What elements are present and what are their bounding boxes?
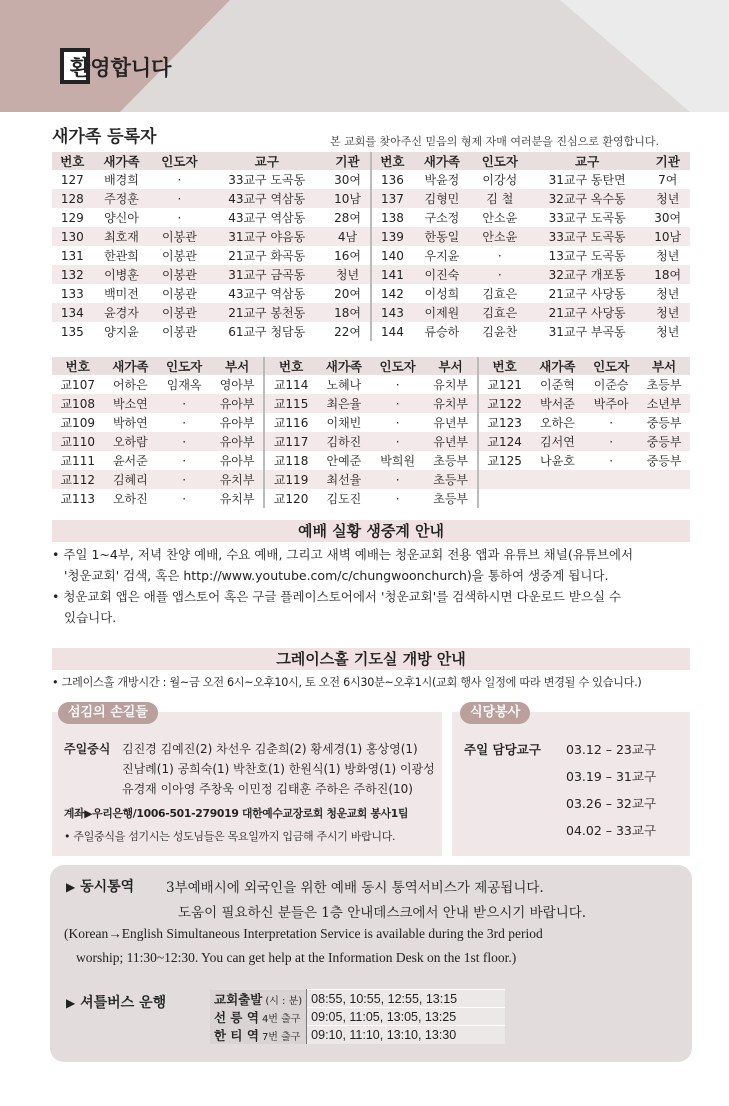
table-cell: 유치부 — [211, 470, 264, 489]
table-cell: 초등부 — [638, 375, 690, 394]
col-header: 새가족 — [413, 152, 471, 170]
table-cell: 유아부 — [211, 451, 264, 470]
table-cell: 교112 — [52, 470, 103, 489]
col-header: 교구 — [529, 152, 646, 170]
table-cell: 유치부 — [425, 394, 478, 413]
table-cell: 137 — [371, 189, 413, 208]
col-header: 번호 — [478, 357, 531, 375]
table-cell: 교113 — [52, 489, 103, 508]
table-row — [52, 451, 690, 470]
table-cell: 141 — [371, 265, 413, 284]
table-cell: · — [157, 489, 211, 508]
table-cell — [478, 470, 531, 489]
table-cell: 나윤호 — [531, 451, 585, 470]
table-cell: 안소윤 — [471, 227, 529, 246]
broadcast-line: • 청운교회 앱은 애플 앱스토어 혹은 구글 플레이스토어에서 '청운교회'를 검색하시면 다운로드 받으실 수 — [52, 589, 622, 604]
table-cell: 31교구 야음동 — [208, 227, 325, 246]
triangle-right-icon: ▶ — [66, 996, 76, 1010]
col-header: 번호 — [52, 152, 93, 170]
table-cell: 교114 — [264, 375, 317, 394]
table-cell: 143 — [371, 303, 413, 322]
table-cell: 김 철 — [471, 189, 529, 208]
table-cell: · — [371, 375, 425, 394]
table-cell — [584, 470, 638, 489]
table-cell: · — [150, 208, 208, 227]
interpretation-line: 3부예배시에 외국인을 위한 예배 동시 통역서비스가 제공됩니다. — [166, 880, 544, 896]
table-cell: 노혜나 — [317, 375, 371, 394]
table-cell: 43교구 역삼동 — [208, 284, 325, 303]
table-cell: 양신아 — [93, 208, 151, 227]
table-cell: 129 — [52, 208, 93, 227]
table-cell: 16여 — [325, 246, 371, 265]
table-cell: 33교구 도곡동 — [529, 208, 646, 227]
table-cell: 청년 — [645, 246, 690, 265]
table-cell: 유년부 — [425, 432, 478, 451]
table-cell: · — [150, 189, 208, 208]
interpretation-label-text: 동시통역 — [80, 879, 135, 895]
col-header: 인도자 — [584, 357, 638, 375]
table-cell: 이준혁 — [531, 375, 585, 394]
table-cell: 이성희 — [413, 284, 471, 303]
table-cell: 139 — [371, 227, 413, 246]
table-row — [52, 394, 690, 413]
table-cell: · — [150, 170, 208, 189]
table-cell: 교109 — [52, 413, 103, 432]
table-cell: 이봉관 — [150, 284, 208, 303]
table-cell: 교110 — [52, 432, 103, 451]
table-cell: · — [471, 265, 529, 284]
table-cell: · — [157, 451, 211, 470]
table-cell — [638, 470, 690, 489]
table-cell: · — [471, 246, 529, 265]
table-cell: 이진숙 — [413, 265, 471, 284]
table-cell: 이제원 — [413, 303, 471, 322]
shuttle-row — [210, 990, 505, 1008]
table-cell: 중등부 — [638, 451, 690, 470]
table-cell: 교122 — [478, 394, 531, 413]
triangle-right-icon: ▶ — [66, 880, 76, 894]
interpretation-line: (Korean→English Simultaneous Interpretation Service is available during the 3rd period — [64, 926, 543, 941]
table-cell: 교111 — [52, 451, 103, 470]
table-cell: 131 — [52, 246, 93, 265]
offering-note: • 주일중식을 섬기시는 성도님들은 목요일까지 입금해 주시기 바랍니다. — [64, 830, 396, 843]
offering-label: 주일중식 — [64, 742, 111, 756]
table-row — [52, 432, 690, 451]
col-header: 부서 — [211, 357, 264, 375]
shuttle-stop-sub: 7번 출구 — [261, 1031, 301, 1043]
table-cell: 김서연 — [531, 432, 585, 451]
grace-hall-title: 그레이스홀 기도실 개방 안내 — [52, 648, 690, 670]
table-cell: 김형민 — [413, 189, 471, 208]
shuttle-label — [66, 992, 166, 1012]
table-cell: 교116 — [264, 413, 317, 432]
table-cell: 교121 — [478, 375, 531, 394]
shuttle-stop — [210, 990, 307, 1008]
table-cell: 오하진 — [103, 489, 157, 508]
table-cell: 청년 — [645, 284, 690, 303]
table-cell: 오하은 — [531, 413, 585, 432]
table-cell: 31교구 동탄면 — [529, 170, 646, 189]
table-cell: · — [157, 432, 211, 451]
table-cell: 130 — [52, 227, 93, 246]
shuttle-stop-sub: 4번 출구 — [261, 1013, 301, 1025]
offering-names: 김진경 김예진(2) 차선우 김춘희(2) 황세경(1) 홍상영(1) — [122, 742, 418, 756]
table-row — [52, 284, 690, 303]
table-cell: 최은율 — [317, 394, 371, 413]
table-cell — [531, 470, 585, 489]
shuttle-table — [210, 989, 505, 1044]
kitchen-schedule: 03.12 – 23교구 — [566, 742, 657, 757]
school-registration-table — [52, 357, 690, 508]
table-cell: · — [157, 394, 211, 413]
table-cell: · — [371, 432, 425, 451]
table-row — [52, 413, 690, 432]
adult-registration-table — [52, 152, 690, 341]
table-cell: 10남 — [645, 227, 690, 246]
table-cell: 33교구 도곡동 — [529, 227, 646, 246]
table-cell: 이봉관 — [150, 227, 208, 246]
table-cell: 134 — [52, 303, 93, 322]
table-cell: 박희원 — [371, 451, 425, 470]
table-row — [52, 246, 690, 265]
registration-subtitle: 본 교회를 찾아주신 믿음의 형제 자매 여러분을 진심으로 환영합니다. — [330, 135, 659, 148]
table-cell: 청년 — [645, 303, 690, 322]
table-cell: 김효은 — [471, 303, 529, 322]
col-header: 부서 — [638, 357, 690, 375]
table-cell: 33교구 도곡동 — [208, 170, 325, 189]
col-header: 인도자 — [157, 357, 211, 375]
table-cell: 21교구 봉천동 — [208, 303, 325, 322]
table-cell: 유아부 — [211, 413, 264, 432]
table-cell: 142 — [371, 284, 413, 303]
table-cell: 22여 — [325, 322, 371, 341]
table-cell: 4남 — [325, 227, 371, 246]
table-cell: 유아부 — [211, 394, 264, 413]
kitchen-schedule: 03.26 – 32교구 — [566, 796, 657, 811]
table-cell: 교123 — [478, 413, 531, 432]
kitchen-schedule: 03.19 – 31교구 — [566, 769, 657, 784]
table-cell: 128 — [52, 189, 93, 208]
table-cell: 135 — [52, 322, 93, 341]
shuttle-stop-name: 한 티 역 — [214, 1027, 259, 1043]
col-header: 인도자 — [150, 152, 208, 170]
shuttle-stop-name: 교회출발 — [214, 991, 263, 1007]
broadcast-line: '청운교회' 검색, 혹은 http://www.youtube.com/c/chungwoonchurch)을 통하여 생중계 됩니다. — [64, 568, 609, 583]
table-cell: 윤서준 — [103, 451, 157, 470]
table-cell: · — [584, 451, 638, 470]
table-cell: · — [157, 413, 211, 432]
table-cell: 박윤정 — [413, 170, 471, 189]
table-cell: 21교구 사당동 — [529, 303, 646, 322]
col-header: 새가족 — [531, 357, 585, 375]
table-cell: 안예준 — [317, 451, 371, 470]
table-row — [52, 322, 690, 341]
table-cell: 43교구 역삼동 — [208, 208, 325, 227]
table-cell: 중등부 — [638, 432, 690, 451]
table-cell: 김하진 — [317, 432, 371, 451]
interpretation-line: 도움이 필요하신 분들은 1층 안내데스크에서 안내 받으시기 바랍니다. — [178, 905, 587, 921]
table-cell — [638, 489, 690, 508]
table-cell: 어하은 — [103, 375, 157, 394]
table-row — [52, 189, 690, 208]
table-cell: 133 — [52, 284, 93, 303]
table-cell: 김효은 — [471, 284, 529, 303]
table-cell: 안소윤 — [471, 208, 529, 227]
table-cell: 13교구 도곡동 — [529, 246, 646, 265]
col-header: 새가족 — [93, 152, 151, 170]
table-cell: 이봉관 — [150, 303, 208, 322]
table-cell: 유치부 — [211, 489, 264, 508]
table-cell: · — [371, 394, 425, 413]
table-cell: 18여 — [645, 265, 690, 284]
table-cell: 43교구 역삼동 — [208, 189, 325, 208]
col-header: 부서 — [425, 357, 478, 375]
table-row — [52, 375, 690, 394]
shuttle-row — [210, 1008, 505, 1026]
table-cell: · — [157, 470, 211, 489]
registration-title: 새가족 등록자 — [52, 127, 157, 147]
table-cell: 김혜리 — [103, 470, 157, 489]
table-cell: 30여 — [645, 208, 690, 227]
page-title: 환영합니다 — [70, 56, 172, 80]
table-cell: 21교구 화곡동 — [208, 246, 325, 265]
table-cell: · — [371, 413, 425, 432]
offering-pill: 섬김의 손길들 — [58, 702, 158, 724]
kitchen-label: 주일 담당교구 — [464, 742, 541, 757]
table-cell: 교107 — [52, 375, 103, 394]
col-header: 인도자 — [371, 357, 425, 375]
table-cell: 이병훈 — [93, 265, 151, 284]
shuttle-stop-sub: (시 : 분) — [265, 995, 303, 1007]
table-cell — [478, 489, 531, 508]
table-cell: 10남 — [325, 189, 371, 208]
table-row — [52, 227, 690, 246]
shuttle-times: 08:55, 10:55, 12:55, 13:15 — [307, 990, 506, 1008]
col-header: 기관 — [645, 152, 690, 170]
table-cell: 교108 — [52, 394, 103, 413]
table-cell: · — [371, 489, 425, 508]
table-cell: 18여 — [325, 303, 371, 322]
table-cell: 배경희 — [93, 170, 151, 189]
table-cell: 21교구 사당동 — [529, 284, 646, 303]
table-cell: 우지윤 — [413, 246, 471, 265]
table-cell: 136 — [371, 170, 413, 189]
table-cell: 교124 — [478, 432, 531, 451]
table-cell: 영아부 — [211, 375, 264, 394]
table-cell: 소년부 — [638, 394, 690, 413]
table-cell: 박주아 — [584, 394, 638, 413]
table-cell: · — [584, 413, 638, 432]
broadcast-line: • 주일 1~4부, 저녁 찬양 예배, 수요 예배, 그리고 새벽 예배는 청운교회 전용 앱과 유튜브 채널(유튜브에서 — [52, 547, 634, 562]
offering-names: 유경재 이아영 주창욱 이민정 김태훈 주하은 주하진(10) — [122, 782, 413, 796]
table-cell: 오하람 — [103, 432, 157, 451]
table-cell: 김윤찬 — [471, 322, 529, 341]
table-cell: 청년 — [645, 189, 690, 208]
table-cell: 138 — [371, 208, 413, 227]
kitchen-schedule: 04.02 – 33교구 — [566, 823, 657, 838]
table-cell: 교115 — [264, 394, 317, 413]
kitchen-pill: 식당봉사 — [460, 702, 530, 724]
table-cell: 32교구 개포동 — [529, 265, 646, 284]
table-cell: 한동일 — [413, 227, 471, 246]
col-header: 교구 — [208, 152, 325, 170]
table-cell: 20여 — [325, 284, 371, 303]
table-cell: 주정훈 — [93, 189, 151, 208]
table-cell: 박서준 — [531, 394, 585, 413]
table-cell: 윤경자 — [93, 303, 151, 322]
table-cell: 이준승 — [584, 375, 638, 394]
broadcast-title: 예배 실황 생중계 안내 — [52, 520, 690, 542]
table-cell: 이봉관 — [150, 246, 208, 265]
table-cell: 청년 — [645, 322, 690, 341]
table-cell: 백미전 — [93, 284, 151, 303]
table-cell: 140 — [371, 246, 413, 265]
table-cell: 교120 — [264, 489, 317, 508]
table-cell: 31교구 부곡동 — [529, 322, 646, 341]
table-cell: 유년부 — [425, 413, 478, 432]
table-cell: 중등부 — [638, 413, 690, 432]
table-cell: · — [584, 432, 638, 451]
table-cell: 유아부 — [211, 432, 264, 451]
table-cell: 교118 — [264, 451, 317, 470]
table-cell: 이강성 — [471, 170, 529, 189]
table-cell: 박소연 — [103, 394, 157, 413]
col-header: 번호 — [264, 357, 317, 375]
table-cell — [531, 489, 585, 508]
table-cell: 양지윤 — [93, 322, 151, 341]
broadcast-line: 있습니다. — [64, 610, 117, 625]
table-row — [52, 303, 690, 322]
interpretation-label — [66, 876, 134, 896]
table-cell: 최선율 — [317, 470, 371, 489]
table-cell: 7여 — [645, 170, 690, 189]
col-header: 인도자 — [471, 152, 529, 170]
table-cell: 김도진 — [317, 489, 371, 508]
table-cell: 32교구 옥수동 — [529, 189, 646, 208]
table-cell: 유치부 — [425, 375, 478, 394]
offering-names: 진남례(1) 공희숙(1) 박찬호(1) 한원식(1) 방화영(1) 이광성 — [122, 762, 435, 776]
table-cell: 28여 — [325, 208, 371, 227]
table-cell: 30여 — [325, 170, 371, 189]
table-cell: 127 — [52, 170, 93, 189]
table-row — [52, 470, 690, 489]
table-cell: 132 — [52, 265, 93, 284]
table-row — [52, 170, 690, 189]
table-cell: 교119 — [264, 470, 317, 489]
grace-hall-text: • 그레이스홀 개방시간 : 월~금 오전 6시~오후10시, 토 오전 6시30분~오후1시(교회 행사 일정에 따라 변경될 수 있습니다.) — [52, 676, 642, 689]
col-header: 새가족 — [317, 357, 371, 375]
table-row — [52, 265, 690, 284]
shuttle-stop — [210, 1026, 307, 1044]
shuttle-stop — [210, 1008, 307, 1026]
table-cell: 박하연 — [103, 413, 157, 432]
table-cell: 교117 — [264, 432, 317, 451]
table-cell: 144 — [371, 322, 413, 341]
col-header: 기관 — [325, 152, 371, 170]
col-header: 번호 — [371, 152, 413, 170]
table-row — [52, 208, 690, 227]
table-cell: 이봉관 — [150, 265, 208, 284]
table-cell: 임재옥 — [157, 375, 211, 394]
table-cell: 31교구 금곡동 — [208, 265, 325, 284]
broadcast-text — [52, 544, 692, 628]
col-header: 새가족 — [103, 357, 157, 375]
table-cell — [584, 489, 638, 508]
col-header: 번호 — [52, 357, 103, 375]
table-cell: 61교구 청담동 — [208, 322, 325, 341]
shuttle-times: 09:10, 11:10, 13:10, 13:30 — [307, 1026, 506, 1044]
shuttle-times: 09:05, 11:05, 13:05, 13:25 — [307, 1008, 506, 1026]
table-cell: 초등부 — [425, 470, 478, 489]
interpretation-line: worship; 11:30~12:30. You can get help at the Information Desk on the 1st floor.) — [76, 950, 517, 965]
table-cell: 이채빈 — [317, 413, 371, 432]
table-cell: · — [371, 470, 425, 489]
table-row — [52, 489, 690, 508]
table-cell: 한관희 — [93, 246, 151, 265]
shuttle-label-text: 셔틀버스 운행 — [80, 995, 167, 1011]
table-cell: 구소정 — [413, 208, 471, 227]
shuttle-stop-name: 선 릉 역 — [214, 1009, 259, 1025]
table-cell: 청년 — [325, 265, 371, 284]
table-cell: 최호재 — [93, 227, 151, 246]
table-cell: 초등부 — [425, 451, 478, 470]
table-cell: 교125 — [478, 451, 531, 470]
table-cell: 이봉관 — [150, 322, 208, 341]
table-cell: 류승하 — [413, 322, 471, 341]
shuttle-row — [210, 1026, 505, 1044]
table-cell: 초등부 — [425, 489, 478, 508]
offering-account: 계좌▶우리은행/1006-501-279019 대한예수교장로회 청운교회 봉사1팀 — [64, 807, 409, 820]
